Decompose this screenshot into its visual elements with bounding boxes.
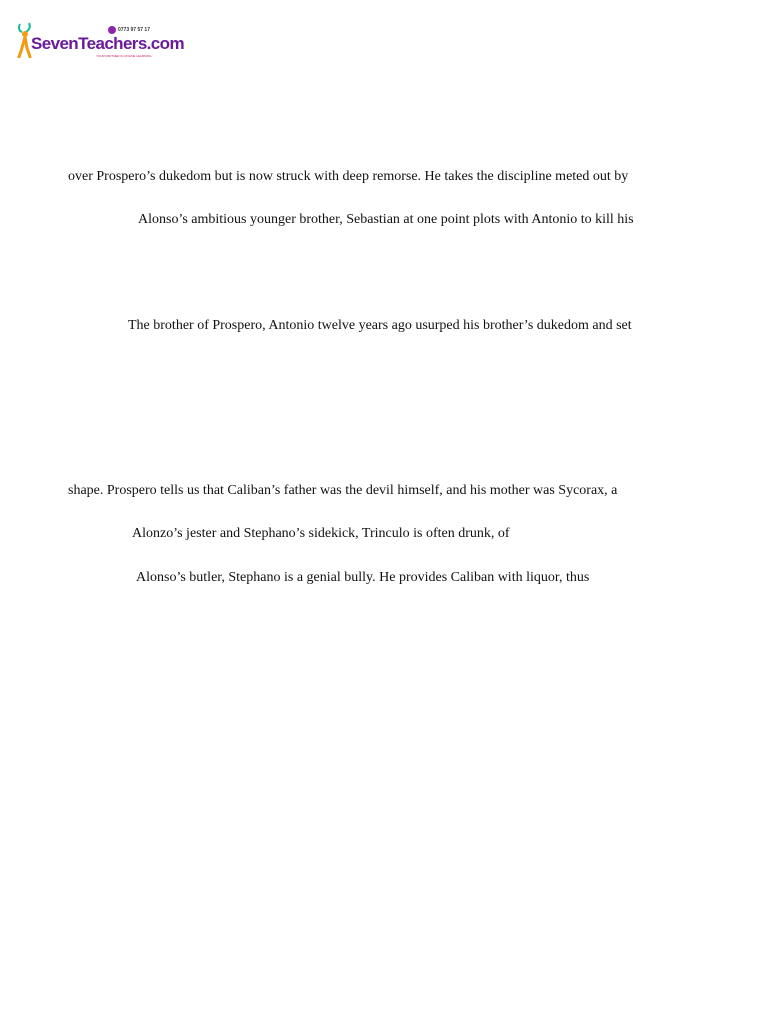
phone-icon bbox=[108, 26, 116, 34]
brand-name: SevenTeachers.com bbox=[31, 34, 184, 53]
text-line: shape. Prospero tells us that Caliban’s father was the devil himself, and his mother was Sycorax, a bbox=[68, 483, 618, 498]
brand-tagline: YOUR PARTNER IN ONLINE LEARNING bbox=[96, 54, 152, 58]
text-line: over Prospero’s dukedom but is now struck with deep remorse. He takes the discipline meted out by bbox=[68, 169, 629, 184]
text-line: The brother of Prospero, Antonio twelve years ago usurped his brother’s dukedom and set bbox=[128, 318, 632, 333]
text-line: Alonso’s butler, Stephano is a genial bully. He provides Caliban with liquor, thus bbox=[136, 570, 590, 585]
text-line: Alonso’s ambitious younger brother, Sebastian at one point plots with Antonio to kill his bbox=[138, 212, 634, 227]
phone-number bbox=[108, 26, 150, 34]
text-line: Alonzo’s jester and Stephano’s sidekick, Trinculo is often drunk, of bbox=[132, 526, 510, 541]
phone-text: 0773 97 57 17 bbox=[118, 27, 150, 33]
brand-logo bbox=[16, 20, 184, 64]
